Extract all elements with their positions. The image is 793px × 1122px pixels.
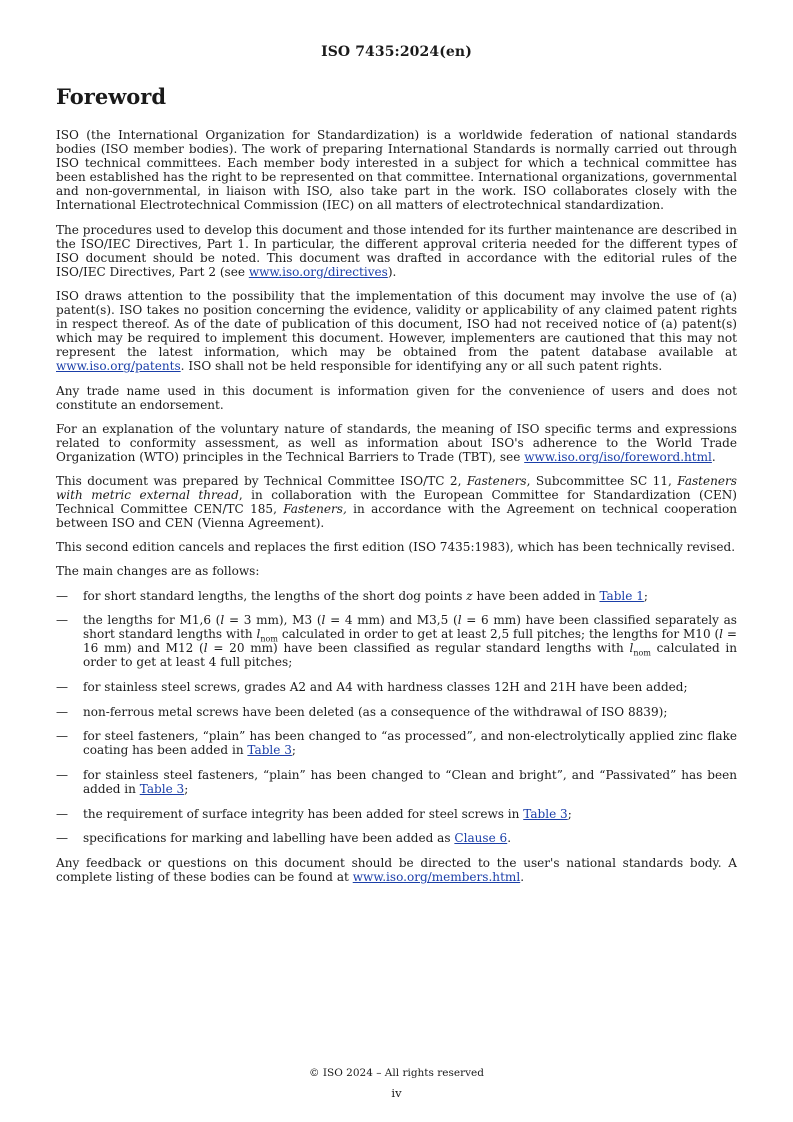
paragraph-voluntary-nature: For an explanation of the voluntary nature of standards, the meaning of ISO specific terms and expressions related to conformity assessment, as well as information about ISO's adherence to the World Trade Organization (WTO) principles in the Technical Barriers to Trade (TBT), see www.iso.org/iso/foreword.html. xyxy=(56,421,737,464)
paragraph-patents: ISO draws attention to the possibility that the implementation of this document may involve the use of (a) patent(s). ISO takes no position concerning the evidence, validity or applicability of any claimed patent rights in respect thereof. As of the date of publication of this document, ISO had not received notice of (a) patent(s) which may be required to implement this document. However, implementers are cautioned that this may not represent the latest information, which may be obtained from the patent database available at www.iso.org/patents. ISO shall not be held responsible for identifying any or all such patent rights. xyxy=(56,288,737,374)
page-title: Foreword xyxy=(56,84,167,109)
dash-bullet: — xyxy=(56,704,69,719)
paragraph-trade-name: Any trade name used in this document is information given for the convenience of users and does not constitute an endorsement. xyxy=(56,383,737,412)
document-id-header: ISO 7435:2024(en) xyxy=(321,44,472,60)
patents-link[interactable]: www.iso.org/patents xyxy=(56,359,181,374)
dash-bullet: — xyxy=(56,588,69,603)
paragraph-iso-intro: ISO (the International Organization for Standardization) is a worldwide federation of national standards bodies (ISO member bodies). The work of preparing International Standards is normally carried out through ISO technical committees. Each member body interested in a subject for which a technical committee has been established has the right to be represented on that committee. International organizations, governmental and non-governmental, in liaison with ISO, also take part in the work. ISO collaborates closely with the International Electrotechnical Commission (IEC) on all matters of electrotechnical standardization. xyxy=(56,128,737,213)
list-item: — specifications for marking and labelling have been added as Clause 6. xyxy=(56,831,512,846)
dash-bullet: — xyxy=(56,767,69,782)
table-1-link[interactable]: Table 1 xyxy=(599,588,644,603)
paragraph-procedures: The procedures used to develop this document and those intended for its further maintenance are described in the ISO/IEC Directives, Part 1. In particular, the different approval criteria needed for the different types of ISO document should be noted. This document was drafted in accordance with the editorial rules of the ISO/IEC Directives, Part 2 (see www.iso.org/directives). xyxy=(56,222,737,279)
list-item: — for stainless steel fasteners, “plain” has been changed to “Clean and bright”, and “Passivated” has been added in Table 3; xyxy=(56,767,737,796)
paragraph-feedback: Any feedback or questions on this document should be directed to the user's national standards body. A complete listing of these bodies can be found at www.iso.org/members.html. xyxy=(56,855,737,884)
paragraph-edition: This second edition cancels and replaces the first edition (ISO 7435:1983), which has been technically revised. xyxy=(56,540,736,555)
list-item: — the lengths for M1,6 (l = 3 mm), M3 (l = 4 mm) and M3,5 (l = 6 mm) have been classified separately as short standard lengths with $l_{nom}$ calculated in order to get at least 2,5 full pitches; the lengths for M10 (l = 16 mm) and M12 (l = 20 mm) have been classified as regular standard lengths with $l_{nom}$ calculated in order to get at least 4 full pitches; xyxy=(56,613,738,670)
directives-link[interactable]: www.iso.org/directives xyxy=(248,264,388,279)
list-item: — non-ferrous metal screws have been deleted (as a consequence of the withdrawal of ISO 8839); xyxy=(56,704,668,719)
members-link[interactable]: www.iso.org/members.html xyxy=(352,869,521,884)
foreword-info-link[interactable]: www.iso.org/iso/foreword.html xyxy=(524,449,712,464)
list-item: — for short standard lengths, the lengths of the short dog points z have been added in Table 1; xyxy=(56,588,648,603)
dash-bullet: — xyxy=(56,729,69,744)
page-number: iv xyxy=(391,1086,402,1100)
paragraph-main-changes-intro: The main changes are as follows: xyxy=(56,564,260,579)
table-3-link[interactable]: Table 3 xyxy=(523,806,568,821)
changes-list xyxy=(56,589,737,846)
dash-bullet: — xyxy=(56,806,69,821)
dash-bullet: — xyxy=(56,831,69,846)
list-item: — for steel fasteners, “plain” has been changed to “as processed”, and non-electrolytically applied zinc flake coating has been added in Table 3; xyxy=(56,729,737,758)
clause-6-link[interactable]: Clause 6 xyxy=(454,831,508,846)
paragraph-committee: This document was prepared by Technical Committee ISO/TC 2, Fasteners, Subcommittee SC 11, Fasteners with metric external thread, in collaboration with the European Committee for Standardization (CEN) Technical Committee CEN/TC 185, Fasteners, in accordance with the Agreement on technical cooperation between ISO and CEN (Vienna Agreement). xyxy=(56,473,737,531)
dash-bullet: — xyxy=(56,680,69,694)
table-3-link[interactable]: Table 3 xyxy=(139,781,185,796)
copyright-footer: © ISO 2024 – All rights reserved xyxy=(309,1067,484,1079)
foreword-body xyxy=(56,128,737,894)
table-3-link[interactable]: Table 3 xyxy=(247,743,292,758)
dash-bullet: — xyxy=(56,613,69,628)
list-item: — for stainless steel screws, grades A2 and A4 with hardness classes 12H and 21H have been added; xyxy=(56,680,688,694)
list-item: — the requirement of surface integrity has been added for steel screws in Table 3; xyxy=(56,806,572,821)
